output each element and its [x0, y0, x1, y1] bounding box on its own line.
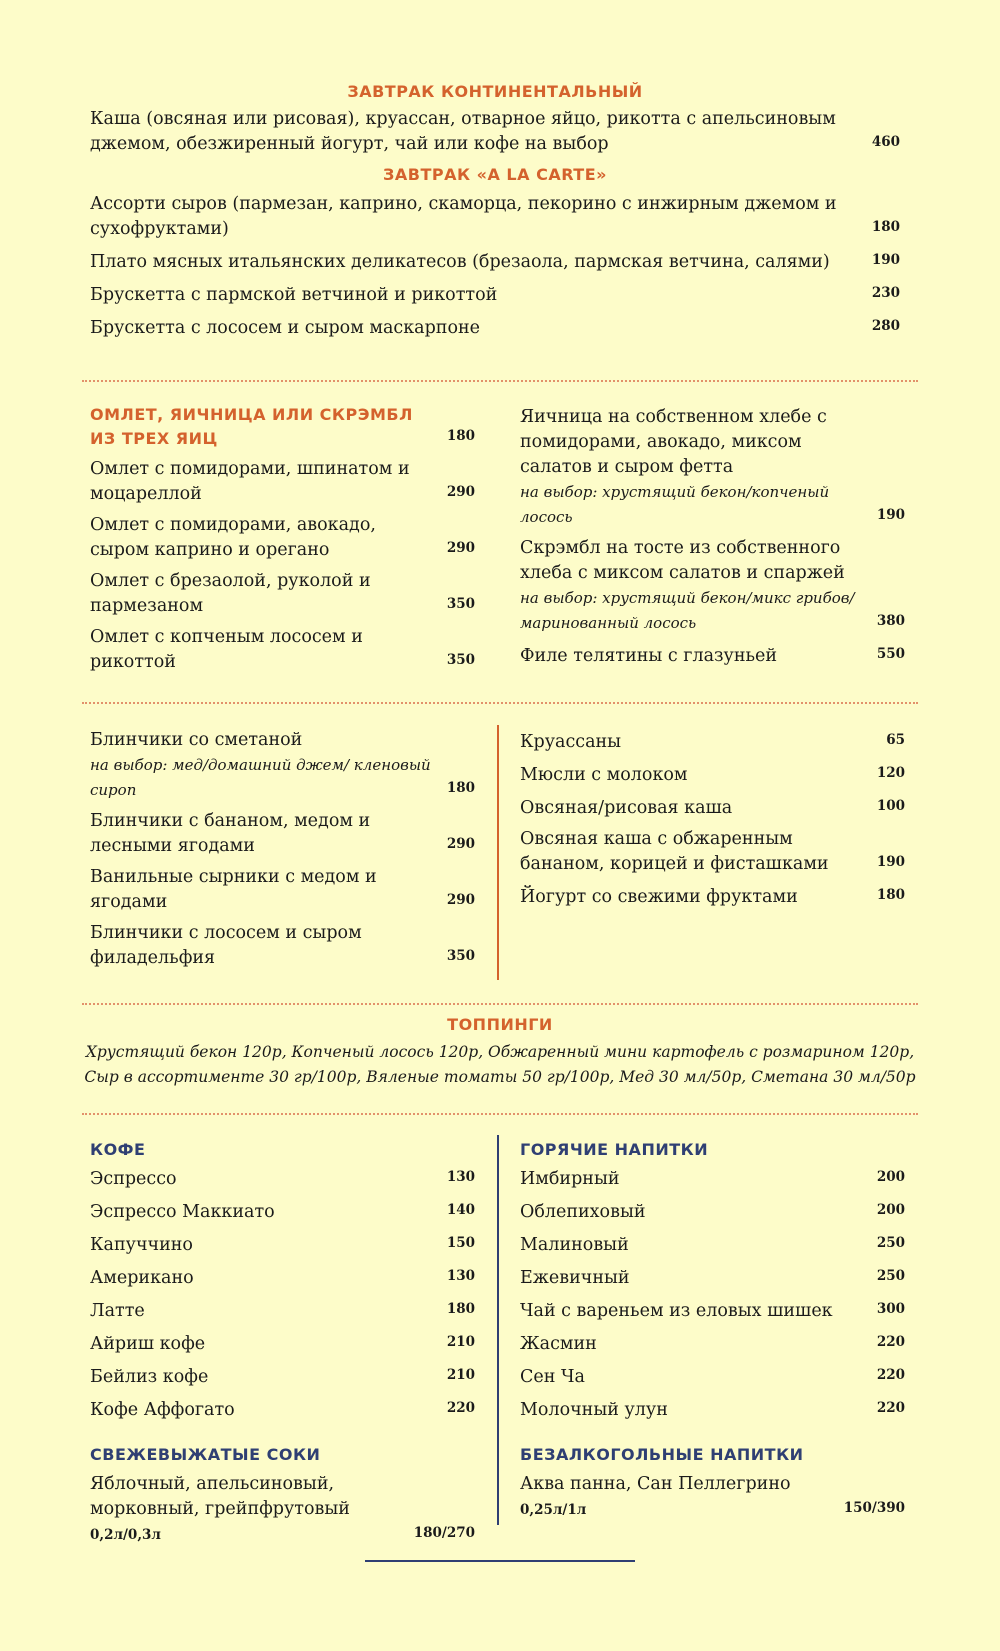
item-name: Бейлиз кофе: [90, 1367, 209, 1387]
omelet-title-2: ИЗ ТРЕХ ЯИЦ: [90, 429, 218, 448]
juices-volume: 0,2л/0,3л: [90, 1527, 161, 1543]
item-name: Ванильные сырники с медом и ягодами: [90, 867, 377, 912]
item-name: Капуччино: [90, 1235, 193, 1255]
item-price: 300: [876, 1301, 905, 1317]
alacarte-title: ЗАВТРАК «A LA CARTE»: [383, 165, 607, 184]
item-name: Яичница на собственном хлебе с помидорами, авокадо, миксом салатов и сыром фетта на выбор: хрустящий бекон/копченый лосось: [520, 405, 877, 530]
item-price: 220: [876, 1400, 905, 1416]
list-item: [90, 281, 900, 308]
toppings-title: ТОППИНГИ: [447, 1015, 553, 1034]
list-item: [520, 728, 905, 755]
item-name: Блинчики с бананом, медом и лесными ягодами: [90, 811, 371, 856]
item-name: Филе телятины с глазуньей: [520, 646, 778, 666]
item-name: Плато мясных итальянских деликатесов (брезаола, пармская ветчина, салями): [90, 252, 830, 272]
list-item: [90, 1330, 475, 1357]
divider: [82, 1113, 918, 1115]
item-name: Мюсли с молоком: [520, 765, 688, 785]
list-item: [90, 625, 475, 675]
item-price: 250: [876, 1235, 905, 1251]
item-price: 350: [446, 596, 475, 612]
list-item: [90, 1297, 475, 1324]
list-item: [90, 1363, 475, 1390]
item-name: Скрэмбл на тосте из собственного хлеба с миксом салатов и спаржей на выбор: хрустящий бекон/микс грибов/маринованный лосось: [520, 536, 877, 636]
item-price: 150: [446, 1235, 475, 1251]
item-name: Молочный улун: [520, 1400, 668, 1420]
column-separator: [497, 1135, 499, 1525]
list-item: [520, 1330, 905, 1357]
item-name: Блинчики с лососем и сыром филадельфия: [90, 923, 362, 968]
item-option: на выбор: хрустящий бекон/копченый лосось: [520, 483, 830, 526]
list-item: [90, 192, 900, 242]
item-price: 140: [446, 1202, 475, 1218]
item-name: Чай с вареньем из еловых шишек: [520, 1301, 833, 1321]
item-name: Облепиховый: [520, 1202, 646, 1222]
item-option: на выбор: мед/домашний джем/ кленовый сироп: [90, 756, 431, 799]
item-name: Овсяная каша с обжаренным бананом, корицей и фисташками: [520, 829, 829, 874]
item-price: 220: [876, 1367, 905, 1383]
list-item: [90, 248, 900, 275]
soft-price: 150/390: [843, 1500, 905, 1516]
coffee-title: КОФЕ: [90, 1140, 146, 1159]
item-price: 350: [446, 948, 475, 964]
omelet-left: [90, 405, 475, 681]
item-name: Сен Ча: [520, 1367, 585, 1387]
item-name: Имбирный: [520, 1169, 620, 1189]
item-price: 180: [446, 1301, 475, 1317]
item-name: Латте: [90, 1301, 145, 1321]
pancakes-right: [520, 728, 905, 916]
soft-volume: 0,25л/1л: [520, 1502, 587, 1518]
bottom-rule: [365, 1560, 635, 1562]
juices-price: 180/270: [413, 1525, 475, 1541]
omelet-title: ОМЛЕТ, ЯИЧНИЦА ИЛИ СКРЭМБЛ: [90, 405, 413, 424]
coffee-section: [90, 1140, 475, 1548]
item-name: Американо: [90, 1268, 194, 1288]
continental-section: [90, 82, 900, 347]
list-item: [90, 865, 475, 915]
list-item: [90, 728, 475, 803]
list-item: [520, 1165, 905, 1192]
juices-title: СВЕЖЕВЫЖАТЫЕ СОКИ: [90, 1445, 321, 1464]
item-price: 190: [876, 507, 905, 523]
list-item: [520, 1264, 905, 1291]
list-item: [90, 1165, 475, 1192]
list-item: [520, 1297, 905, 1324]
list-item: [520, 642, 905, 669]
list-item: [520, 536, 905, 636]
continental-text: Каша (овсяная или рисовая), круассан, отварное яйцо, рикотта с апельсиновым джемом, обезжиренный йогурт, чай или кофе на выбор: [90, 109, 836, 154]
juices-line: [90, 1497, 475, 1548]
item-name: Омлет с помидорами, шпинатом и моцареллой: [90, 459, 410, 504]
item-price: 210: [446, 1367, 475, 1383]
item-name: Омлет с брезаолой, руколой и пармезаном: [90, 571, 371, 616]
divider: [82, 702, 918, 704]
omelet-title-price: 180: [446, 428, 475, 444]
list-item: [90, 1396, 475, 1423]
item-name: Жасмин: [520, 1334, 597, 1354]
list-item: [90, 1231, 475, 1258]
item-name: Овсяная/рисовая каша: [520, 798, 733, 818]
item-price: 200: [876, 1169, 905, 1185]
item-price: 65: [886, 732, 905, 748]
pancakes-left: [90, 728, 475, 977]
item-name: Эспрессо: [90, 1169, 177, 1189]
item-name: Айриш кофе: [90, 1334, 206, 1354]
omelet-right: [520, 405, 905, 675]
list-item: [520, 761, 905, 788]
list-item: [90, 314, 900, 341]
column-separator: [497, 725, 499, 980]
item-price: 250: [876, 1268, 905, 1284]
item-price: 120: [876, 765, 905, 781]
juices-line: [90, 1472, 475, 1497]
toppings-section: [70, 1015, 930, 1090]
juices-text: Яблочный, апельсиновый,: [90, 1474, 335, 1494]
list-item: [90, 921, 475, 971]
item-name: Блинчики со сметаной на выбор: мед/домашний джем/ кленовый сироп: [90, 728, 447, 803]
continental-title: ЗАВТРАК КОНТИНЕНТАЛЬНЫЙ: [347, 82, 643, 101]
item-price: 290: [446, 484, 475, 500]
omelet-title-row: [90, 424, 475, 451]
item-price: 290: [446, 892, 475, 908]
item-price: 180: [871, 219, 900, 235]
continental-price: 460: [871, 134, 900, 150]
item-price: 180: [446, 780, 475, 796]
list-item: [90, 1264, 475, 1291]
item-name: Ежевичный: [520, 1268, 630, 1288]
item-price: 220: [876, 1334, 905, 1350]
item-price: 280: [871, 318, 900, 334]
item-name: Круассаны: [520, 732, 622, 752]
item-price: 290: [446, 836, 475, 852]
item-name: Ассорти сыров (пармезан, каприно, скаморца, пекорино с инжирным джемом и сухофруктами): [90, 194, 837, 239]
item-name: Брускетта с лососем и сыром маскарпоне: [90, 318, 481, 338]
soft-line: [520, 1472, 905, 1523]
soft-text: Аква панна, Сан Пеллегрино 0,25л/1л: [520, 1474, 791, 1518]
item-option: на выбор: хрустящий бекон/микс грибов/маринованный лосось: [520, 589, 855, 632]
item-price: 190: [876, 854, 905, 870]
item-price: 190: [871, 252, 900, 268]
item-name: Омлет с копченым лососем и рикоттой: [90, 627, 363, 672]
continental-item: [90, 107, 900, 157]
item-price: 180: [876, 887, 905, 903]
list-item: [90, 457, 475, 507]
item-price: 220: [446, 1400, 475, 1416]
list-item: [90, 809, 475, 859]
item-price: 100: [876, 798, 905, 814]
juices-text: морковный, грейпфрутовый 0,2л/0,3л: [90, 1499, 350, 1543]
item-price: 230: [871, 285, 900, 301]
list-item: [520, 1231, 905, 1258]
item-price: 380: [876, 613, 905, 629]
list-item: [520, 1363, 905, 1390]
item-price: 130: [446, 1268, 475, 1284]
item-price: 130: [446, 1169, 475, 1185]
item-name: Омлет с помидорами, авокадо, сыром каприно и орегано: [90, 515, 376, 560]
list-item: [520, 883, 905, 910]
item-name: Кофе Аффогато: [90, 1400, 235, 1420]
item-price: 210: [446, 1334, 475, 1350]
item-price: 290: [446, 540, 475, 556]
list-item: [520, 1396, 905, 1423]
list-item: [520, 827, 905, 877]
list-item: [520, 794, 905, 821]
item-price: 550: [876, 646, 905, 662]
item-name: Йогурт со свежими фруктами: [520, 887, 798, 907]
item-name: Брускетта с пармской ветчиной и рикоттой: [90, 285, 498, 305]
soft-title: БЕЗАЛКОГОЛЬНЫЕ НАПИТКИ: [520, 1445, 804, 1464]
toppings-line: Хрустящий бекон 120р, Копченый лосось 120р, Обжаренный мини картофель с розмарином 120р,: [85, 1043, 915, 1061]
list-item: [520, 1198, 905, 1225]
item-name: Эспрессо Маккиато: [90, 1202, 275, 1222]
list-item: [90, 569, 475, 619]
alacarte-list: [90, 192, 900, 341]
list-item: [90, 513, 475, 563]
divider: [82, 1003, 918, 1005]
item-name: Малиновый: [520, 1235, 629, 1255]
hot-section: [520, 1140, 905, 1523]
list-item: [90, 1198, 475, 1225]
item-price: 200: [876, 1202, 905, 1218]
list-item: [520, 405, 905, 530]
hot-title: ГОРЯЧИЕ НАПИТКИ: [520, 1140, 709, 1159]
toppings-line: Сыр в ассортименте 30 гр/100р, Вяленые томаты 50 гр/100р, Мед 30 мл/50р, Сметана 30 мл/50р: [84, 1068, 916, 1086]
item-price: 350: [446, 652, 475, 668]
divider: [82, 380, 918, 382]
